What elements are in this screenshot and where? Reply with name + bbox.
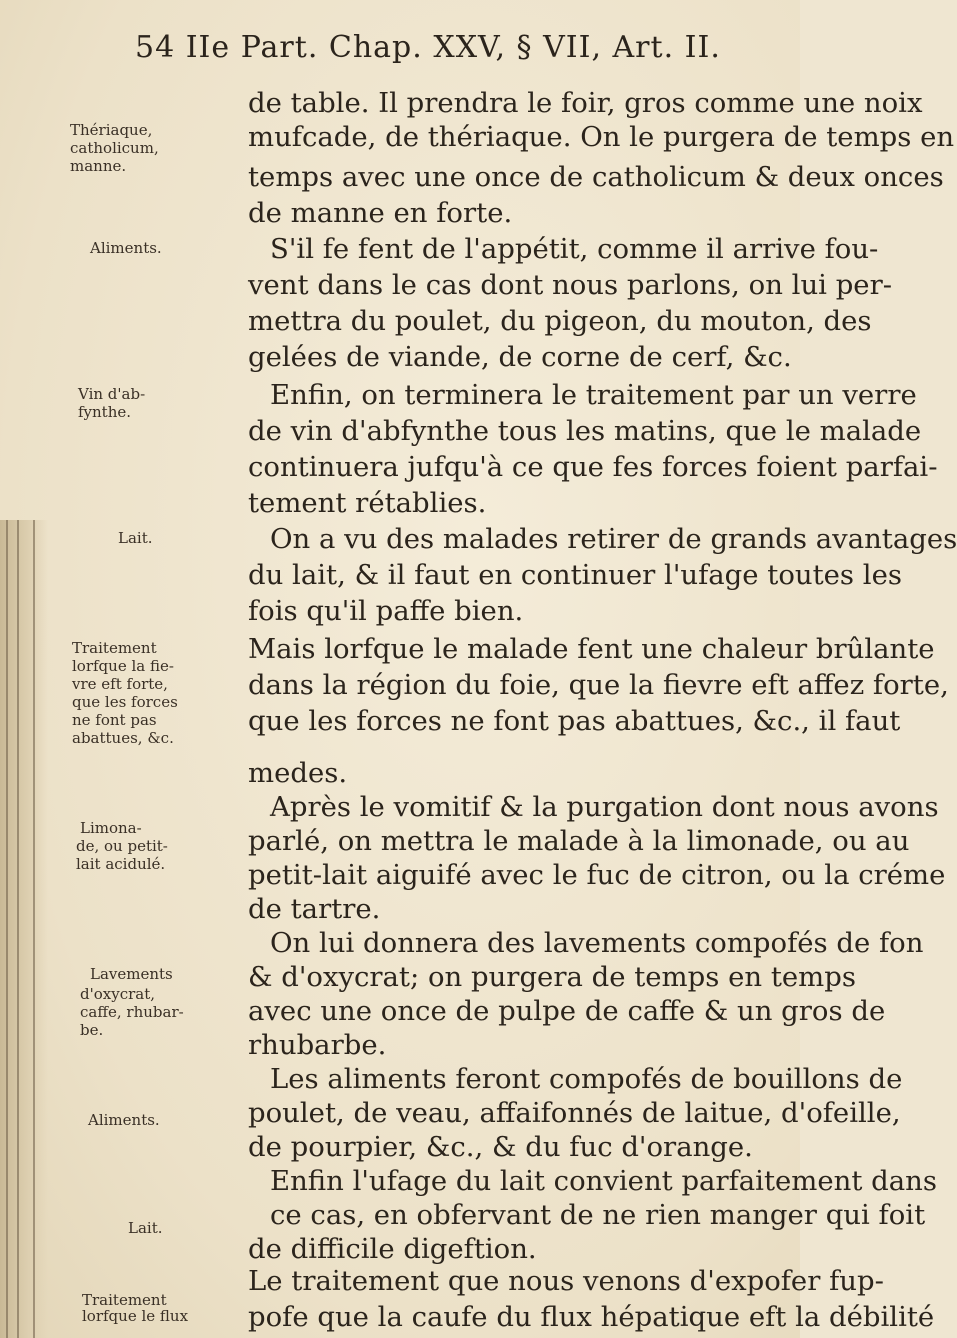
text-line: gelées de viande, de corne de cerf, &c. (248, 341, 792, 373)
margin-note: abattues, &c. (72, 729, 174, 747)
margin-note: fynthe. (78, 403, 132, 421)
text-line: ce cas, en obfervant de ne rien manger qui foit (270, 1199, 926, 1231)
margin-note: lorfque la fie- (72, 657, 174, 675)
text-line: Le traitement que nous venons d'expofer fup- (248, 1265, 884, 1297)
binding-line (33, 520, 35, 1338)
margin-note: Lait. (128, 1219, 163, 1237)
text-line: vent dans le cas dont nous parlons, on lui per- (248, 269, 893, 301)
page-binding-edge (0, 520, 48, 1338)
text-line: de manne en forte. (248, 197, 513, 229)
margin-note: manne. (70, 157, 127, 175)
margin-note: ne font pas (72, 711, 157, 729)
text-line: petit-lait aiguifé avec le fuc de citron, ou la créme (248, 859, 946, 891)
text-line: dans la région du foie, que la fievre eft affez forte, (248, 669, 949, 701)
margin-note: Traitement (82, 1291, 167, 1309)
binding-line (6, 520, 8, 1338)
text-line: mufcade, de thériaque. On le purgera de temps en (248, 121, 955, 153)
margin-note: Aliments. (88, 1111, 160, 1129)
text-line: de table. Il prendra le foir, gros comme une noix (248, 87, 923, 119)
text-line: du lait, & il faut en continuer l'ufage toutes les (248, 559, 902, 591)
text-line: Enfin l'ufage du lait convient parfaitement dans (270, 1165, 937, 1197)
text-line: medes. (248, 757, 348, 789)
margin-note: Thériaque, (70, 121, 153, 139)
text-line: poulet, de veau, affaifonnés de laitue, d'ofeille, (248, 1097, 901, 1129)
binding-line (17, 520, 19, 1338)
margin-note: Traitement (72, 639, 157, 657)
text-line: continuera jufqu'à ce que fes forces foient parfai- (248, 451, 938, 483)
margin-note: de, ou petit- (76, 837, 168, 855)
margin-note: vre eft forte, (72, 675, 168, 693)
text-line: mettra du poulet, du pigeon, du mouton, des (248, 305, 872, 337)
text-line: de tartre. (248, 893, 381, 925)
text-line: tement rétablies. (248, 487, 487, 519)
text-line: & d'oxycrat; on purgera de temps en temps (248, 961, 856, 993)
text-line: que les forces ne font pas abattues, &c., il faut (248, 705, 901, 737)
margin-note: Limona- (80, 819, 142, 837)
margin-note: caffe, rhubar- (80, 1003, 184, 1021)
text-line: de pourpier, &c., & du fuc d'orange. (248, 1131, 753, 1163)
text-line: Mais lorfque le malade fent une chaleur brûlante (248, 633, 935, 665)
text-line: de vin d'abfynthe tous les matins, que le malade (248, 415, 922, 447)
text-line: Enfin, on terminera le traitement par un verre (270, 379, 917, 411)
text-line: parlé, on mettra le malade à la limonade, ou au (248, 825, 910, 857)
margin-note: Lait. (118, 529, 153, 547)
margin-note: Vin d'ab- (78, 385, 146, 403)
margin-note: be. (80, 1021, 104, 1039)
text-line: temps avec une once de catholicum & deux onces (248, 161, 944, 193)
text-line: Après le vomitif & la purgation dont nous avons (270, 791, 939, 823)
running-header: 54 IIe Part. Chap. XXV, § VII, Art. II. (135, 30, 721, 65)
text-line: de difficile digeftion. (248, 1233, 537, 1265)
margin-note: lorfque le flux (82, 1307, 189, 1325)
text-line: On lui donnera des lavements compofés de fon (270, 927, 924, 959)
margin-note: catholicum, (70, 139, 159, 157)
text-line: fois qu'il paffe bien. (248, 595, 524, 627)
margin-note: Lavements (90, 965, 173, 983)
text-line: Les aliments feront compofés de bouillons de (270, 1063, 903, 1095)
margin-note: que les forces (72, 693, 178, 711)
text-line: rhubarbe. (248, 1029, 387, 1061)
text-line: avec une once de pulpe de caffe & un gros de (248, 995, 886, 1027)
margin-note: d'oxycrat, (80, 985, 155, 1003)
margin-note: lait acidulé. (76, 855, 166, 873)
margin-note: Aliments. (90, 239, 162, 257)
text-line: pofe que la caufe du flux hépatique eft la débilité (248, 1301, 935, 1333)
text-line: On a vu des malades retirer de grands avantages (270, 523, 957, 555)
text-line: S'il fe fent de l'appétit, comme il arrive fou- (270, 233, 879, 265)
